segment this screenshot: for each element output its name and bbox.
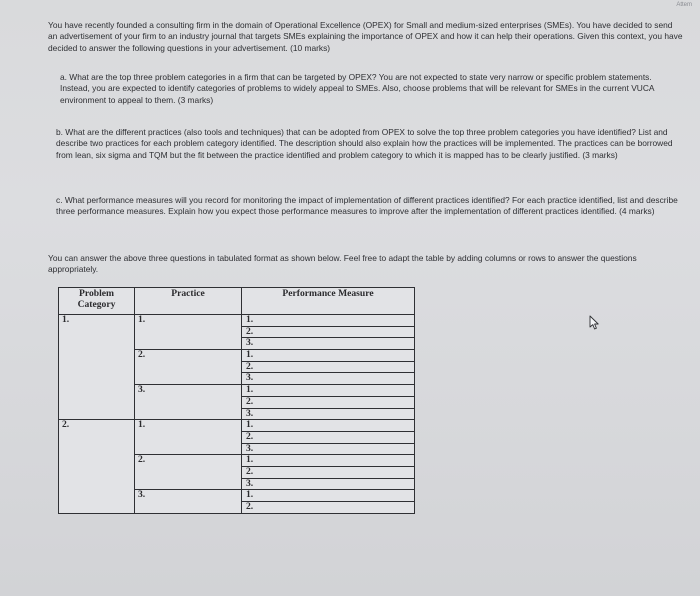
measure-number: 3. bbox=[246, 337, 254, 349]
practice-cell bbox=[135, 315, 242, 350]
practice-number: 2. bbox=[138, 454, 146, 466]
practice-cell bbox=[135, 350, 242, 385]
measure-number: 1. bbox=[242, 455, 414, 467]
measure-number: 1. bbox=[242, 350, 414, 362]
answer-note bbox=[48, 253, 678, 276]
table-row bbox=[59, 315, 415, 350]
mouse-pointer-icon bbox=[586, 315, 602, 331]
table-row bbox=[59, 420, 415, 455]
measure-number: 2. bbox=[242, 327, 414, 339]
measure-number: 1. bbox=[242, 490, 414, 502]
question-b-text: b. What are the different practices (also tools and techniques) that can be adopted from OPEX to solve the top three problem categories you have identified? List and describe two practices for each problem category identified. The description should also explain how the practices will be implemented. The practices can be borrowed from lean, six sigma and TQM but the fit between the practice identified and problem category to which it is mapped has to be clearly justified. (3 marks) bbox=[56, 127, 673, 160]
measure-number: 3. bbox=[246, 477, 254, 489]
measure-number: 2. bbox=[242, 362, 414, 374]
measure-number: 2. bbox=[246, 501, 254, 512]
question-a-text: a. What are the top three problem categories in a firm that can be targeted by OPEX? You are not expected to state very narrow or specific problem statements. Instead, you are expected to identify categories of problems to widely appeal to SMEs. Also, choose problems that will be relevant for SMEs in the current VUCA environment to appeal to them. (3 marks) bbox=[60, 72, 654, 105]
header-performance-measure: Performance Measure bbox=[242, 288, 415, 315]
practice-cell bbox=[135, 490, 242, 513]
measure-number: 1. bbox=[242, 420, 414, 432]
practice-cell bbox=[135, 420, 242, 455]
answer-table bbox=[58, 287, 415, 514]
practice-cell bbox=[135, 455, 242, 490]
question-c bbox=[56, 195, 688, 218]
measure-number: 3. bbox=[246, 372, 254, 384]
practice-number: 1. bbox=[138, 314, 146, 325]
intro-paragraph bbox=[48, 20, 683, 54]
corner-label: Attem bbox=[676, 2, 692, 8]
measure-cell bbox=[242, 455, 415, 490]
problem-cell bbox=[59, 315, 135, 420]
question-c-text: c. What performance measures will you record for monitoring the impact of implementation of different practices identified? For each practice identified, list and describe three performance measures. Explain how you expect those performance measures to improve after the implementation of different practices identified. (4 marks) bbox=[56, 195, 678, 217]
question-a bbox=[60, 72, 675, 106]
header-practice: Practice bbox=[135, 288, 242, 315]
measure-cell bbox=[242, 385, 415, 420]
problem-cell bbox=[59, 420, 135, 514]
measure-number: 3. bbox=[246, 407, 254, 419]
question-b bbox=[56, 127, 686, 161]
measure-number: 1. bbox=[242, 385, 414, 397]
practice-number: 2. bbox=[138, 349, 146, 361]
measure-number: 2. bbox=[242, 397, 414, 409]
practice-cell bbox=[135, 385, 242, 420]
practice-number: 1. bbox=[138, 419, 146, 431]
problem-number: 1. bbox=[62, 314, 70, 325]
practice-number: 3. bbox=[138, 489, 146, 501]
measure-number: 1. bbox=[242, 315, 414, 327]
measure-cell bbox=[242, 490, 415, 513]
table-header-row bbox=[59, 288, 415, 315]
problem-number: 2. bbox=[62, 419, 70, 431]
practice-number: 3. bbox=[138, 384, 146, 396]
intro-text: You have recently founded a consulting firm in the domain of Operational Excellence (OPEX) for Small and medium-sized enterprises (SMEs). You have decided to send an advertisement of your firm to an industry journal that targets SMEs explaining the importance of OPEX and how it can help their operations. Given this context, you have decided to answer the following questions in your advertisement. (10 marks) bbox=[48, 20, 683, 53]
header-problem-category: Problem Category bbox=[59, 288, 135, 315]
answer-note-text: You can answer the above three questions in tabulated format as shown below. Feel free to adapt the table by adding columns or rows to answer the questions appropriately. bbox=[48, 253, 637, 275]
measure-cell bbox=[242, 350, 415, 385]
measure-number: 2. bbox=[242, 467, 414, 479]
measure-cell bbox=[242, 315, 415, 350]
measure-cell bbox=[242, 420, 415, 455]
measure-number: 3. bbox=[246, 442, 254, 454]
measure-number: 2. bbox=[242, 432, 414, 444]
